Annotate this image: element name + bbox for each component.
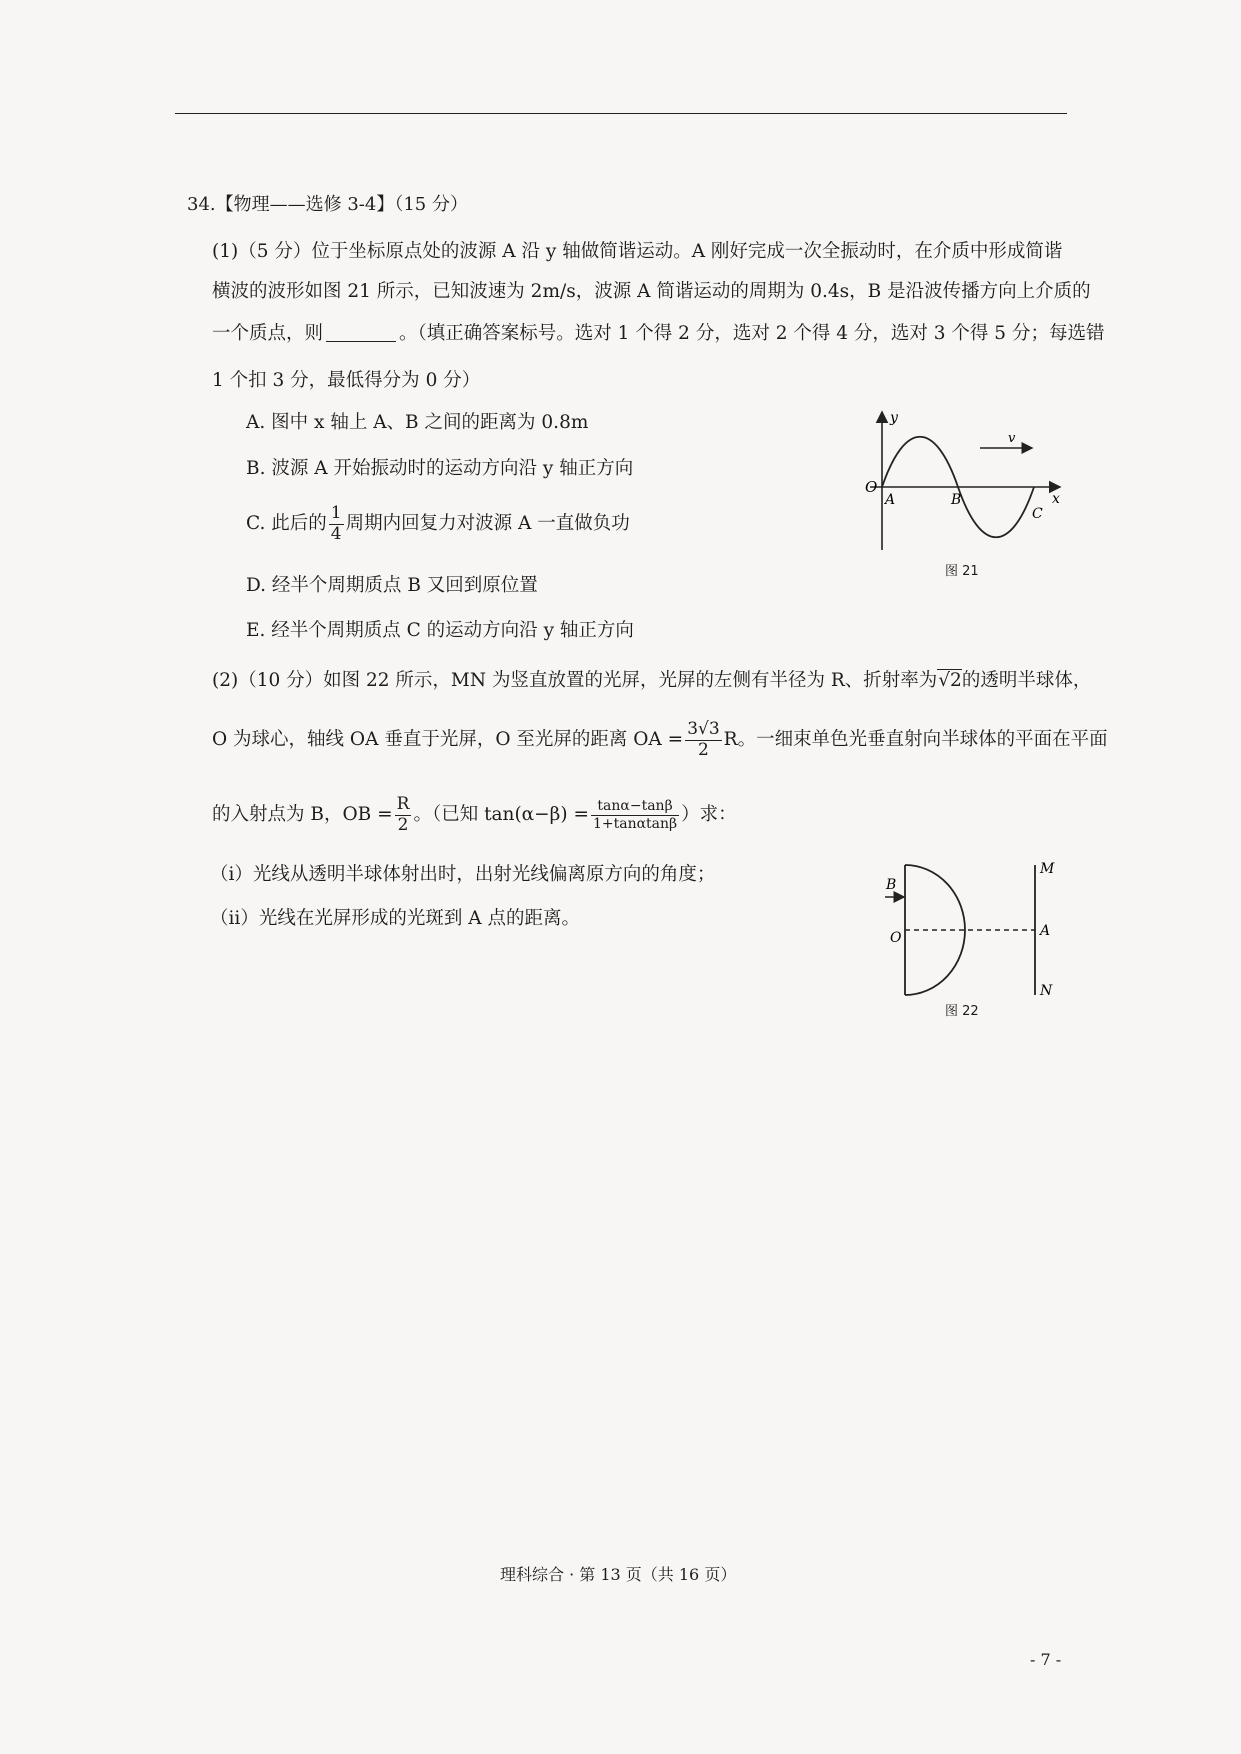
part2-line1-pre: (2)（10 分）如图 22 所示，MN 为竖直放置的光屏，光屏的左侧有半径为 R、折射率为 xyxy=(212,670,938,691)
origin-label: O xyxy=(865,478,878,496)
figure-21-caption: 图 21 xyxy=(945,564,979,579)
point-c-label: C xyxy=(1032,506,1043,522)
answer-blank xyxy=(326,341,396,342)
option-e: E. 经半个周期质点 C 的运动方向沿 y 轴正方向 xyxy=(246,620,634,641)
part1-line2: 横波的波形如图 21 所示，已知波速为 2m/s，波源 A 简谐运动的周期为 0.4s，B 是沿波传播方向上介质的 xyxy=(212,281,1091,302)
footer-page-info: 理科综合 · 第 13 页（共 16 页） xyxy=(500,1565,737,1584)
part1-line3-post: 。（填正确答案标号。选对 1 个得 2 分，选对 2 个得 4 分，选对 3 个得 5 分；每选错 xyxy=(399,323,1105,344)
y-axis-label: y xyxy=(890,410,898,426)
fraction-numerator: tanα−tanβ xyxy=(591,798,679,815)
part1-line3-pre: 一个质点，则 xyxy=(212,323,324,344)
figure-21-wave xyxy=(860,400,1070,580)
part1-line4: 1 个扣 3 分，最低得分为 0 分） xyxy=(212,370,481,391)
part2-line2 xyxy=(212,720,1108,760)
point-n-label: N xyxy=(1040,983,1053,999)
sub-question-i: （ⅰ）光线从透明半球体射出时，出射光线偏离原方向的角度； xyxy=(210,864,716,885)
x-axis-label: x xyxy=(1052,491,1060,507)
center-o-label: O xyxy=(890,930,902,946)
option-b: B. 波源 A 开始振动时的运动方向沿 y 轴正方向 xyxy=(246,458,634,479)
part2-line3-pre: 的入射点为 B，OB = xyxy=(212,804,393,826)
point-b-label: B xyxy=(951,492,962,508)
part1-line3 xyxy=(212,325,1104,344)
part2-line1-post: 的透明半球体， xyxy=(961,670,1092,691)
point-m-label: M xyxy=(1040,861,1055,877)
part1-line1: (1)（5 分）位于坐标原点处的波源 A 沿 y 轴做简谐运动。A 刚好完成一次全振动时，在介质中形成简谐 xyxy=(212,241,1063,262)
figure-22-caption: 图 22 xyxy=(945,1004,979,1019)
point-a-label: A xyxy=(885,492,896,508)
fraction-numerator: 1 xyxy=(330,503,342,523)
point-a-label: A xyxy=(1040,923,1051,939)
fraction-denominator: 4 xyxy=(330,523,342,544)
part2-line2-pre: O 为球心，轴线 OA 垂直于光屏，O 至光屏的距离 OA = xyxy=(212,729,684,751)
velocity-label: v xyxy=(1008,431,1016,446)
part2-line2-post: R。一细束单色光垂直射向半球体的平面在平面 xyxy=(723,729,1108,751)
sub-question-ii: （ⅱ）光线在光屏形成的光斑到 A 点的距离。 xyxy=(210,908,580,929)
question-title: 34.【物理——选修 3-4】（15 分） xyxy=(187,194,468,215)
part2-line3-mid: 。（已知 tan(α−β) = xyxy=(413,804,589,826)
fraction-numerator: R xyxy=(396,794,410,814)
option-d: D. 经半个周期质点 B 又回到原位置 xyxy=(246,575,538,596)
part2-line3 xyxy=(212,795,737,835)
header-rule xyxy=(175,113,1067,114)
option-c-pre: C. 此后的 xyxy=(246,513,327,535)
fraction-denominator: 2 xyxy=(698,739,709,760)
oa-fraction xyxy=(685,720,721,760)
part2-line1 xyxy=(212,672,1091,691)
option-c-fraction xyxy=(329,504,344,544)
point-b-label: B xyxy=(886,877,897,893)
ob-fraction xyxy=(395,795,412,835)
option-c xyxy=(246,504,630,544)
part2-line3-post: ）求： xyxy=(681,804,737,826)
tan-formula-fraction xyxy=(591,798,679,831)
page-number: - 7 - xyxy=(1030,1650,1062,1669)
option-c-post: 周期内回复力对波源 A 一直做负功 xyxy=(345,513,630,535)
option-a: A. 图中 x 轴上 A、B 之间的距离为 0.8m xyxy=(246,412,589,433)
fraction-numerator: 3√3 xyxy=(687,719,720,739)
fraction-denominator: 2 xyxy=(397,814,409,835)
fraction-denominator: 1+tanαtanβ xyxy=(592,815,678,832)
figure-22-hemisphere xyxy=(880,855,1070,1005)
sqrt-2: √2 xyxy=(938,670,962,691)
